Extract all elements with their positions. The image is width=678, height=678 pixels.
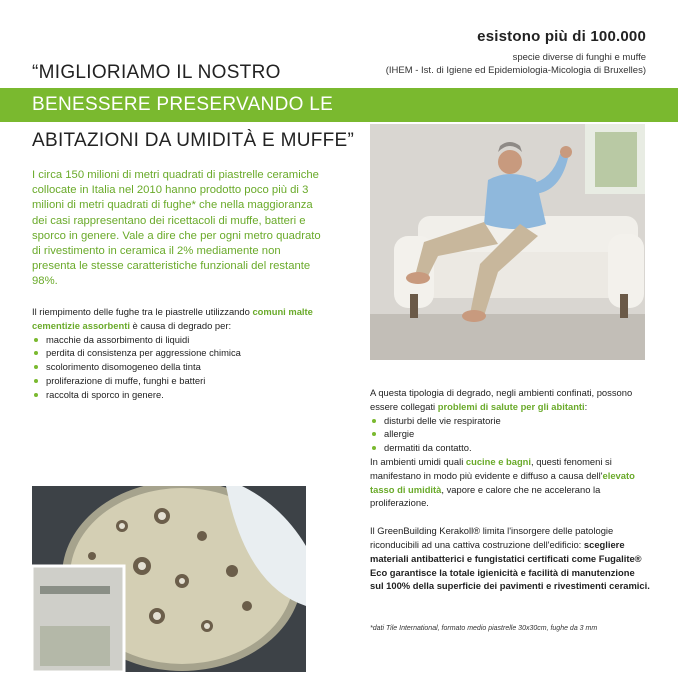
right-bullet-list bbox=[370, 414, 650, 455]
right-bold-text: scegliere materiali antibatterici e fungistatici certificati come Fugalite® Eco garantisce la totale igienicità e facilità di manutenzione sul 100% della superficie dei pavimenti e rivestimenti ceramici. bbox=[370, 538, 650, 592]
title-line-3: ABITAZIONI DA UMIDITÀ E MUFFE” bbox=[32, 130, 355, 151]
left-bullet-list bbox=[32, 333, 322, 402]
left-body bbox=[32, 305, 322, 402]
stat-source bbox=[386, 51, 646, 77]
left-text-a: Il riempimento delle fughe tra le piastrelle utilizzando bbox=[32, 306, 253, 317]
right-text-f: Il GreenBuilding Kerakoll® limita l'insorgere delle patologie riconducibili ad una cattiva costruzione dell'edificio: bbox=[370, 525, 614, 550]
list-item: perdita di consistenza per aggressione chimica bbox=[32, 346, 322, 360]
list-item: scolorimento disomogeneo della tinta bbox=[32, 360, 322, 374]
right-body bbox=[370, 386, 650, 593]
left-paragraph bbox=[32, 305, 322, 333]
left-highlight: comuni malte cementizie assorbenti bbox=[32, 306, 313, 331]
title-line-2: BENESSERE PRESERVANDO LE bbox=[32, 94, 334, 115]
title-line-1: “MIGLIORIAMO IL NOSTRO bbox=[32, 62, 281, 83]
intro-paragraph: I circa 150 milioni di metri quadrati di piastrelle ceramiche collocate in Italia nel 2010 hanno prodotto poco più di 3 milioni di metri quadrati di fughe* che nella maggioranza dei casi rappresentano dei ricettacoli di muffe, batteri e sporco in genere. Vale a dire che per ogni metro quadrato di rivestimento in ceramica il 2% mediamente non presenta le stesse caratteristiche funzionali del restante 98%. bbox=[32, 169, 321, 288]
right-paragraph-3 bbox=[370, 524, 650, 593]
list-item: allergie bbox=[370, 427, 650, 441]
right-text-b: : bbox=[584, 400, 588, 412]
right-text-a: A questa tipologia di degrado, negli ambienti confinati, possono essere collegati bbox=[370, 387, 633, 412]
right-highlight-3: elevato tasso di umidità bbox=[370, 469, 635, 495]
list-item: proliferazione di muffe, funghi e batteri bbox=[32, 374, 322, 388]
sofa-illustration bbox=[370, 124, 645, 360]
photo-petri-dish bbox=[32, 486, 306, 672]
right-text-e: , vapore e calore che ne accelerano la proliferazione. bbox=[370, 483, 601, 509]
right-text-c: In ambienti umidi quali bbox=[370, 455, 466, 467]
stat-headline: esistono più di 100.000 bbox=[477, 28, 646, 45]
right-text-d: , questi fenomeni si manifestano in modo più evidente e diffuso a causa dell' bbox=[370, 455, 612, 481]
list-item: raccolta di sporco in genere. bbox=[32, 388, 322, 402]
right-paragraph-1 bbox=[370, 386, 650, 414]
right-highlight-1: problemi di salute per gli abitanti bbox=[437, 400, 585, 412]
list-item: disturbi delle vie respiratorie bbox=[370, 414, 650, 428]
list-item: macchie da assorbimento di liquidi bbox=[32, 333, 322, 347]
right-highlight-2: cucine e bagni bbox=[465, 455, 532, 467]
list-item: dermatiti da contatto. bbox=[370, 441, 650, 455]
footnote: *dati Tile International, formato medio piastrelle 30x30cm, fughe da 3 mm bbox=[370, 625, 598, 632]
stat-line-2: (IHEM - Ist. di Igiene ed Epidemiologia-Micologia di Bruxelles) bbox=[385, 65, 646, 76]
petri-illustration bbox=[32, 486, 306, 672]
photo-man-on-sofa bbox=[370, 124, 645, 360]
stat-line-1: specie diverse di funghi e muffe bbox=[512, 52, 646, 63]
left-text-b: è causa di degrado per: bbox=[129, 319, 232, 331]
right-paragraph-2 bbox=[370, 455, 650, 510]
